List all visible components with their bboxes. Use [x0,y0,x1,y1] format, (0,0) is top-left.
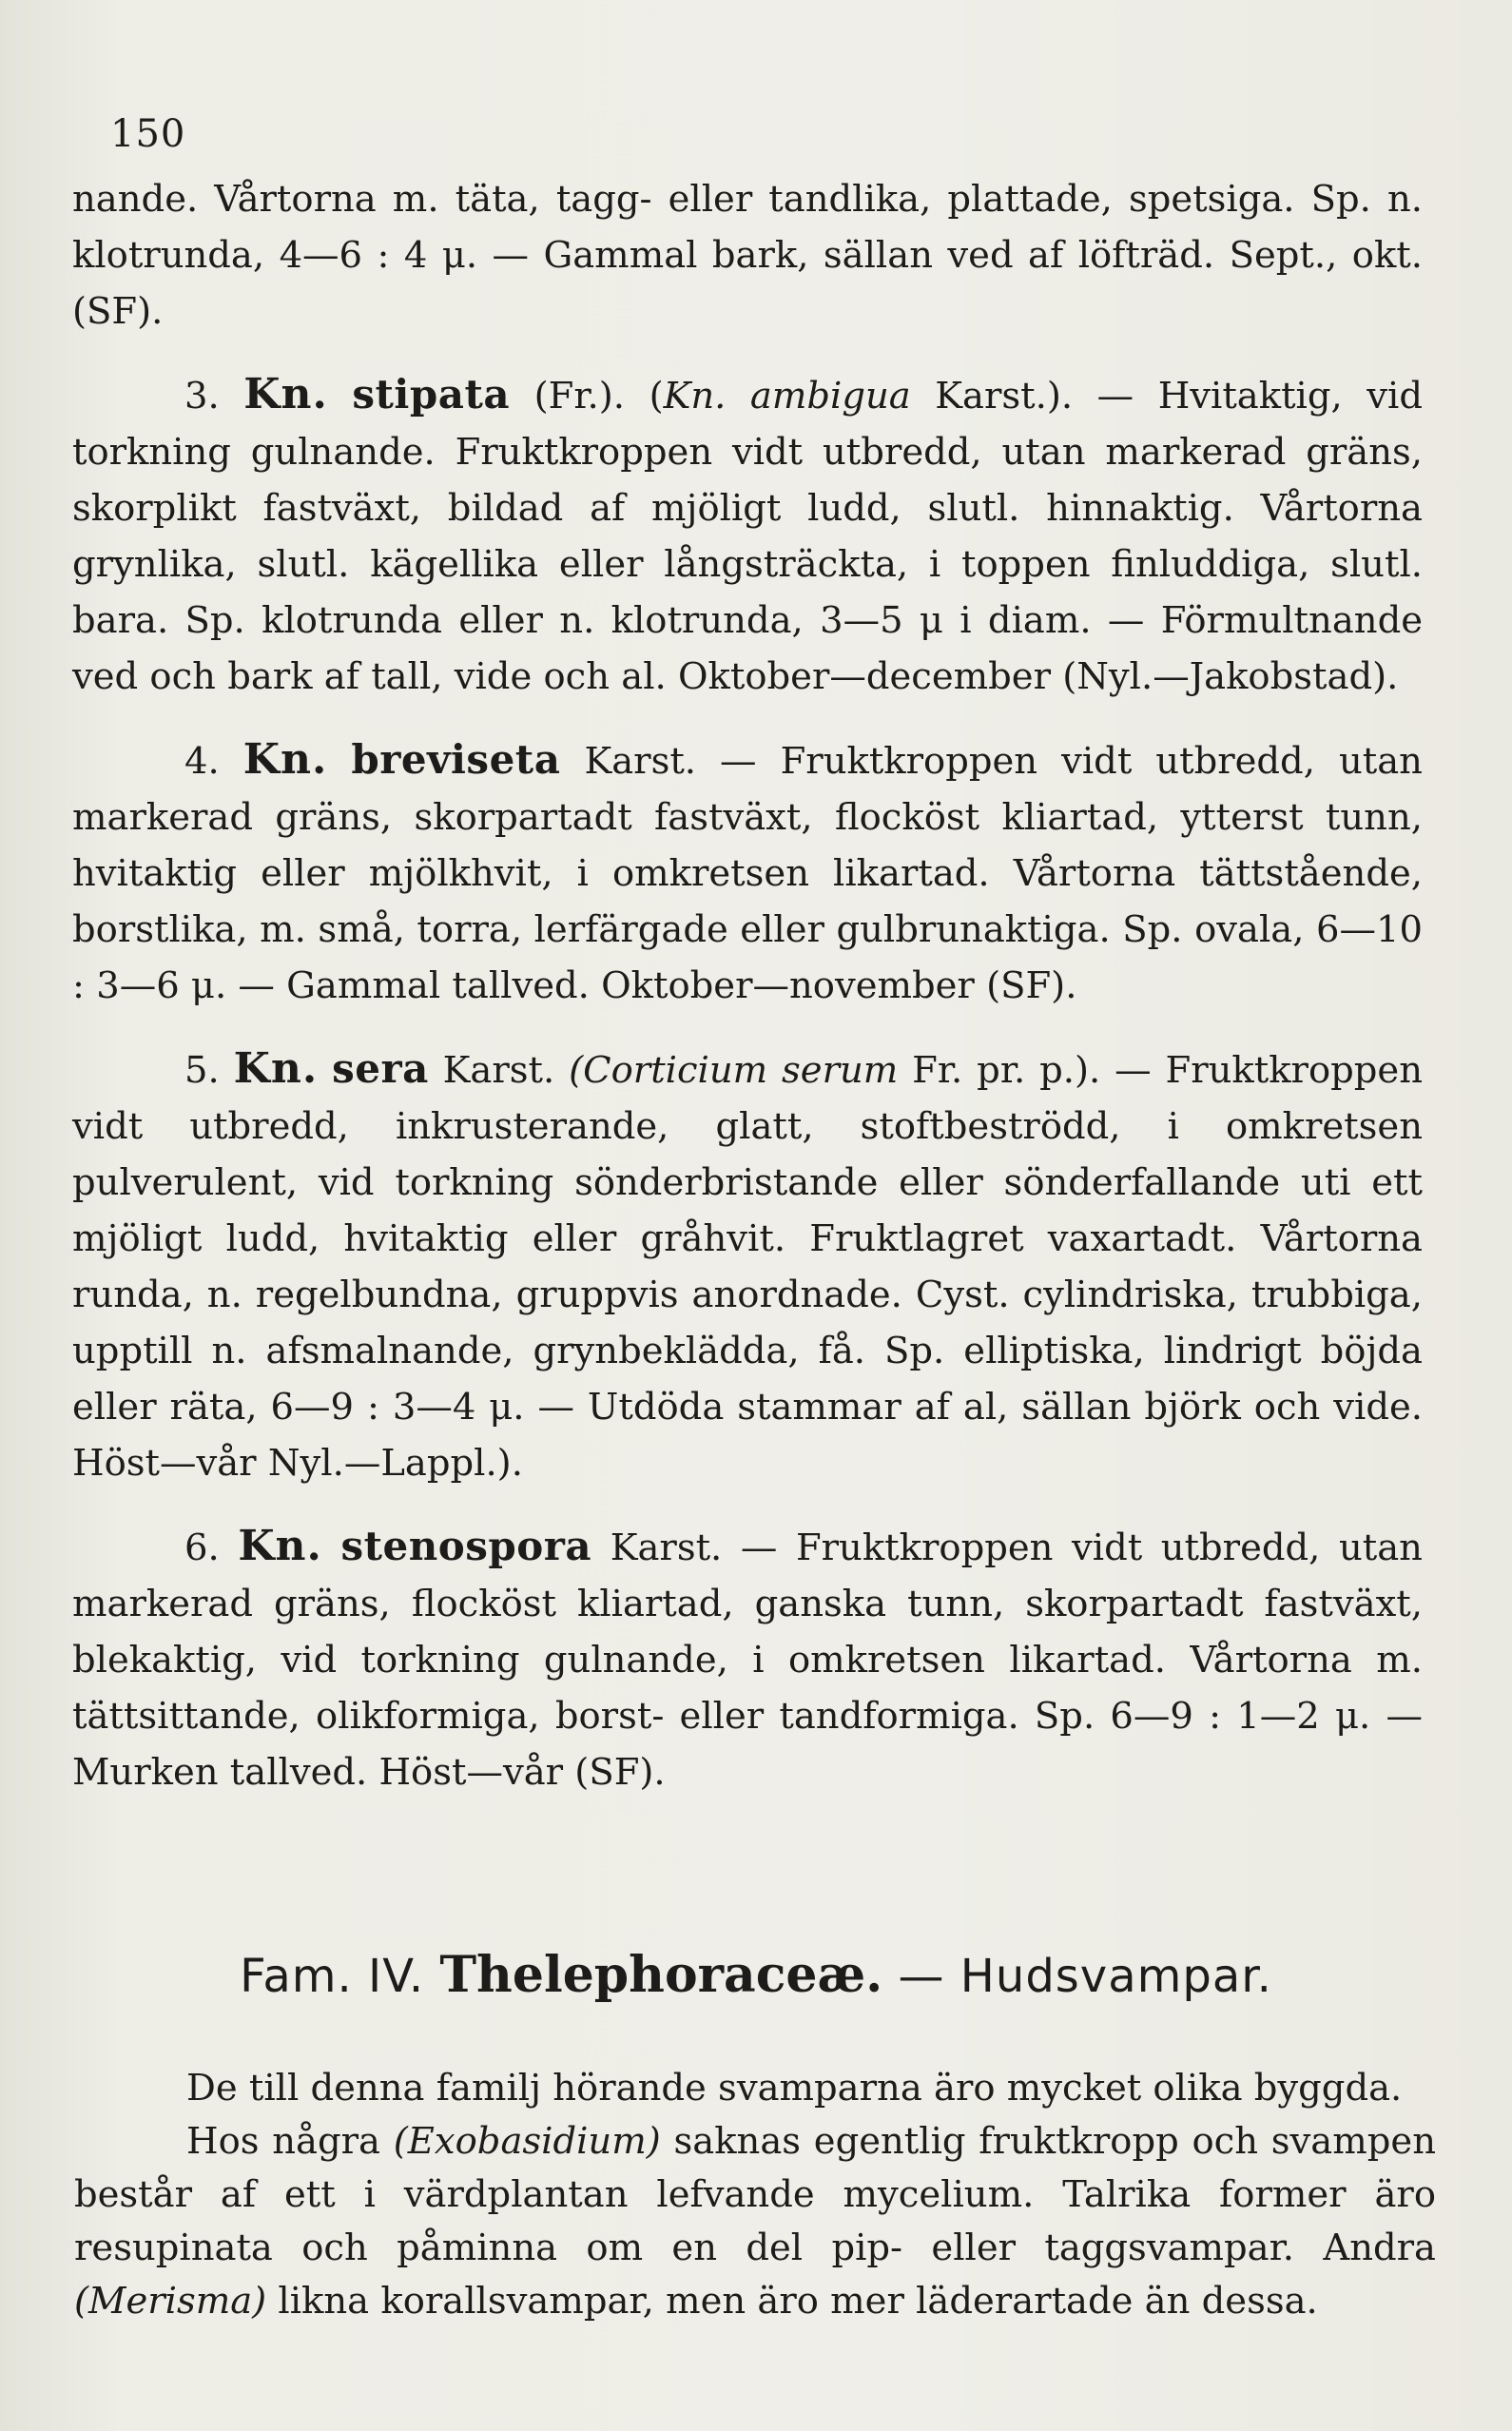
entry-text: Fr. pr. p.). — Fruktkroppen vidt utbredd, inkrusterande, glatt, stoftbeströdd, i omkretsen pulverulent, vid torkning sönderbristande eller sönderfallande uti ett mjöligt ludd, hvitaktig eller gråhvit. Fruktlagret vaxartadt. Vårtorna runda, n. regelbundna, gruppvis anordnade. Cyst. cylindriska, trubbiga, upptill n. afsmalnande, grynbeklädda, få. Sp. elliptiska, lindrigt böjda eller räta, 6—9 : 3—4 μ. — Utdöda stammar af al, sällan björk och vide. Höst—vår Nyl.—Lappl.). [72,1049,1423,1485]
genus-abbrev: Kn. [233,1044,319,1093]
spacer [72,1491,1423,1518]
family-prefix: Fam. IV. [240,1950,440,2003]
species-entry-5 [72,1040,1423,1491]
species-entry-4 [72,731,1423,1014]
species-descriptions [72,171,1423,1800]
intro-text: saknas egentlig fruktkropp och svampen består af ett i värdplantan lefvande mycelium. Talrika former äro resupinata och påminna om en del pip- eller taggsvampar. Andra [74,2120,1436,2269]
entry-continuation [72,171,1423,340]
entry-number: 5. [184,1049,220,1092]
species-name: sera [332,1045,429,1092]
synonym: Kn. ambigua [663,375,911,418]
family-intro [74,2062,1436,2328]
entry-number: 6. [184,1527,220,1569]
intro-paragraph [74,2115,1436,2328]
species-name: stenospora [340,1523,592,1569]
intro-text: likna korallsvampar, men äro mer läderartade än dessa. [266,2280,1318,2323]
spacer [72,705,1423,731]
species-entry-3 [72,366,1423,705]
author: Karst. [428,1049,570,1092]
genus-example: (Merisma) [74,2280,267,2323]
synonym-paren: ( [649,375,664,418]
genus-example: (Exobasidium) [393,2120,661,2163]
spacer [72,340,1423,366]
entry-text: Karst. — Fruktkroppen vidt utbredd, utan markerad gräns, flocköst kliartad, ganska tunn, skorpartadt fastväxt, blekaktig, vid torkning gulnande, i omkretsen likartad. Vårtorna m. tättsittande, olikformiga, borst- eller tandformiga. Sp. 6—9 : 1—2 μ. — Murken tallved. Höst—vår (SF). [72,1527,1423,1794]
page-number: 150 [110,112,186,156]
spacer [72,1014,1423,1040]
genus-abbrev: Kn. [243,370,328,418]
intro-sentence-1 [74,2062,1436,2115]
entry-number: 3. [184,375,220,418]
entry-text: Karst.). — Hvitaktig, vid torkning gulnande. Fruktkroppen vidt utbredd, utan markerad gräns, skorplikt fastväxt, bildad af mjöligt ludd, slutl. hinnaktig. Vårtorna grynlika, slutl. kägellika eller långsträckta, i toppen finluddiga, slutl. bara. Sp. klotrunda eller n. klotrunda, 3—5 μ i diam. — Förmultnande ved och bark af tall, vide och al. Oktober—december (Nyl.—Jakobstad). [72,375,1423,698]
entry-text: Karst. — Fruktkroppen vidt utbredd, utan markerad gräns, skorpartadt fastväxt, flocköst kliartad, ytterst tunn, hvitaktig eller mjölkhvit, i omkretsen likartad. Vårtorna tättstående, borstlika, m. små, torra, lerfärgade eller gulbrunaktiga. Sp. ovala, 6—10 : 3—6 μ. — Gammal tallved. Oktober—november (SF). [72,740,1423,1007]
family-common-name: — Hudsvampar. [882,1950,1272,2003]
family-name: Thelephoraceæ. [439,1946,883,2004]
family-heading [0,1946,1512,2004]
species-name: stipata [352,371,511,418]
intro-text: De till denna familj hörande svamparna äro mycket olika byggda. [186,2067,1403,2110]
entry-number: 4. [184,740,220,783]
intro-text: Hos några [186,2120,394,2163]
continuation-text: nande. Vårtorna m. täta, tagg- eller tandlika, plattade, spetsiga. Sp. n. klotrunda, 4—6 : 4 μ. — Gammal bark, sällan ved af löfträd. Sept., okt. (SF). [72,178,1423,333]
species-entry-6 [72,1518,1423,1800]
species-name: breviseta [351,736,561,783]
genus-abbrev: Kn. [242,735,328,784]
author: (Fr.). [510,375,649,418]
genus-abbrev: Kn. [238,1522,322,1570]
synonym: (Corticium serum [569,1049,899,1092]
